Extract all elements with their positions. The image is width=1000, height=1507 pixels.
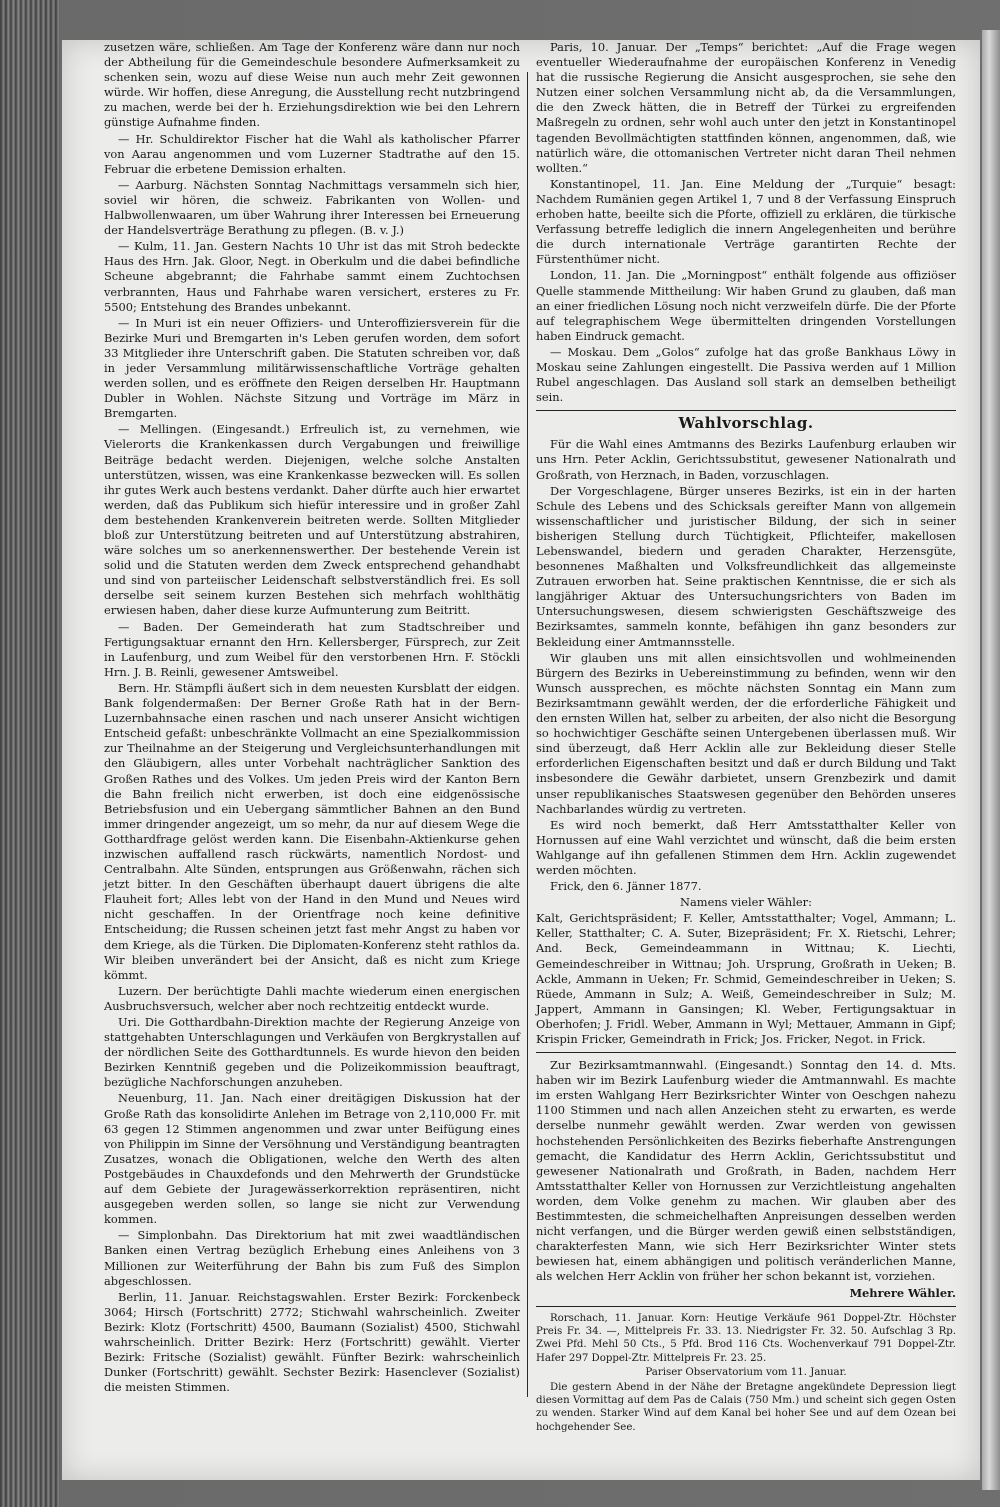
article-luzern: Luzern. Der berüchtigte Dahli machte wiederum einen energischen Ausbruchsversuch, welcher aber noch rechtzeitig entdeckt wurde. [104, 983, 520, 1013]
names-heading: Namens vieler Wähler: [680, 895, 812, 910]
book-binding [0, 0, 60, 1507]
right-column [536, 40, 956, 1435]
wahl-paragraph: Für die Wahl eines Amtmanns des Bezirks Laufenburg erlauben wir uns Hrn. Peter Acklin, Gerichtssubstitut, gewesener Nationalrath und Großrath, von Herznach, in Baden, vorzuschlagen. [536, 437, 956, 482]
article-mellingen: — Mellingen. (Eingesandt.) Erfreulich ist, zu vernehmen, wie Vielerorts die Krankenkassen durch Vergabungen und freiwillige Beiträge bedacht werden. Diejenigen, welche solche Anstalten unterstützen, wissen, was eine Krankenkasse bezwecken will. Es sollen ihr gutes Werk auch bestens verdankt. Daher dürfte auch hier erwartet werden, daß das Publikum sich hiefür interessire und in großer Zahl dem bestehenden Krankenverein beitreten werde. Sollten Mitglieder bloß zur Unterstützung beitreten und auf Unterstützung abstrahiren, wäre solches um so anerkennenswerther. Der bestehende Verein ist solid und die Statuten werden dem Zweck entsprechend gehandhabt und sind von parteiischer Leidenschaft selbstverständlich frei. Es soll derselbe seit seinem kurzen Bestehen sich mehrfach wohlthätig erwiesen haben, daher diese kurze Aufmunterung zum Beitritt. [104, 422, 520, 618]
article-fischer: — Hr. Schuldirektor Fischer hat die Wahl als katholischer Pfarrer von Aarau angenommen und vom Luzerner Stadtrathe auf den 15. Februar die erbetene Demission erhalten. [104, 131, 520, 176]
signatories-list: Kalt, Gerichtspräsident; F. Keller, Amtsstatthalter; Vogel, Ammann; L. Keller, Statthalter; C. A. Suter, Bizepräsident; Fr. X. Rietschi, Lehrer; And. Beck, Gemeindeammann in Wittnau; K. Liechti, Gemeindeschreiber in Wittnau; Joh. Ursprung, Großrath in Ueken; B. Ackle, Ammann in Ueken; Fr. Schmid, Gemeindeschreiber in Ueken; S. Rüede, Ammann in Sulz; A. Weiß, Gemeindeschreiber in Sulz; M. Jappert, Ammann in Gansingen; Kl. Weber, Fertigungsaktuar in Oberhofen; J. Fridl. Weber, Ammann in Wyl; Mettauer, Ammann in Gipf; Krispin Fricker, Gemeindrath in Frick; Jos. Fricker, Negot. in Frick. [536, 911, 956, 1046]
left-column [104, 40, 520, 1396]
wahl-paragraph: Es wird noch bemerkt, daß Herr Amtsstatthalter Keller von Hornussen auf eine Wahl verzichtet und wünscht, daß die beim ersten Wahlgange auf ihn gefallenen Stimmen dem Hrn. Acklin zugewendet werden möchten. [536, 817, 956, 877]
article-bern: Bern. Hr. Stämpfli äußert sich in dem neuesten Kursblatt der eidgen. Bank folgendermaßen: Der Berner Große Rath hat in der Bern-Luzernbahnsache einen raschen und nach unserer Ansicht wichtigen Entscheid gefaßt: unbeschränkte Vollmacht an eine Spezialkommission zur Theilnahme an der Steigerung und Vergleichsunterhandlungen mit den Gläubigern, alles unter Vorbehalt nachträglicher Sanktion des Großen Rathes und des Volkes. Um jeden Preis wird der Kanton Bern die Bahn freilich nicht erwerben, ist doch eine eidgenössische Betriebsfusion und ein Uebergang sämmtlicher Bahnen an den Bund immer dringender angezeigt, um so mehr, da nur auf diesem Wege die Gotthardfrage gelöst werden kann. Die Eisenbahn-Aktienkurse gehen inzwischen auffallend rasch rückwärts, namentlich Nordost- und Centralbahn. Alte Sünden, entsprungen aus Größenwahn, rächen sich jetzt bitter. In den Geschäften überhaupt dauert übrigens die alte Flauheit fort; Alles lebt von der Hand in den Mund und Neues wird nicht geschaffen. In der Orientfrage noch keine definitive Entscheidung; die Russen scheinen jetzt fast mehr Angst zu haben vor dem Kriege, als die Türken. Die Diplomaten-Konferenz steht rathlos da. Wir bleiben unverändert bei der Ansicht, daß es nicht zum Kriege kömmt. [104, 680, 520, 982]
article-berlin: Berlin, 11. Januar. Reichstagswahlen. Erster Bezirk: Forckenbeck 3064; Hirsch (Fortschritt) 2772; Stichwahl wahrscheinlich. Zweiter Bezirk: Klotz (Fortschritt) 4500, Baumann (Sozialist) 4500, Stichwahl wahrscheinlich. Dritter Bezirk: Herz (Fortschritt) gewählt. Vierter Bezirk: Fritsche (Sozialist) gewählt. Fünfter Bezirk: wahrscheinlich Dunker (Fortschritt) gewählt. Sechster Bezirk: Hasenclever (Sozialist) die meisten Stimmen. [104, 1289, 520, 1395]
news-paris: Paris, 10. Januar. Der „Temps“ berichtet: „Auf die Frage wegen eventueller Wiederaufnahme der europäischen Konferenz in Venedig hat die russische Regierung die Ansicht ausgesprochen, sie sehe den Nutzen einer solchen Versammlung nicht ab, da die Versammlungen, die den Zweck hätten, die in Betreff der Türkei zu ergreifenden Maßregeln zu ordnen, sehr wohl auch unter den jetzt in Konstantinopel tagenden Bevollmächtigten stattfinden können, angenommen, daß, wie natürlich wäre, die ottomanischen Vertreter nicht daran Theil nehmen wollten.“ [536, 40, 956, 175]
news-london: London, 11. Jan. Die „Morningpost“ enthält folgende aus offiziöser Quelle stammende Mittheilung: Wir haben Grund zu glauben, daß man an einer friedlichen Lösung noch nicht verzweifeln dürfe. Die der Pforte auf telegraphischem Wege übermittelten dringenden Vorstellungen haben Eindruck gemacht. [536, 268, 956, 343]
divider [536, 410, 956, 411]
date-line: Frick, den 6. Jänner 1877. [550, 879, 702, 894]
divider [536, 1306, 956, 1307]
divider [536, 1052, 956, 1053]
news-moskau: — Moskau. Dem „Golos“ zufolge hat das große Bankhaus Löwy in Moskau seine Zahlungen eingestellt. Die Passiva werden auf 1 Million Rubel angeschlagen. Das Ausland soll stark an demselben betheiligt sein. [536, 344, 956, 405]
article-muri: — In Muri ist ein neuer Offiziers- und Unteroffiziersverein für die Bezirke Muri und Bremgarten in's Leben gerufen worden, dem sofort 33 Mitglieder ihre Unterschrift gaben. Die Statuten schreiben vor, daß in jeder Versammlung militärwissenschaftliche Vorträge gehalten werden sollen, und es eröffnete den Reigen derselben Hr. Hauptmann Dubler in Wohlen. Nächste Sitzung und Vorträge im März in Bremgarten. [104, 315, 520, 421]
page-edge [982, 30, 1000, 1490]
observatory-report: Die gestern Abend in der Nähe der Bretagne angekündete Depression liegt diesen Vormittag auf dem Pas de Calais (750 Mm.) und scheint sich gegen Osten zu wenden. Starker Wind auf dem Kanal bei hoher See und auf dem Ozean bei hochgehender See. [536, 1381, 956, 1433]
article-kulm: — Kulm, 11. Jan. Gestern Nachts 10 Uhr ist das mit Stroh bedeckte Haus des Hrn. Jak. Gloor, Negt. in Oberkulm und die dabei befindliche Scheune abgebrannt; die Fahrhabe sammt einem Zuchtochsen verbrannten, Haus und Fahrhabe waren versichert, ersteres zu Fr. 5500; Entstehung des Brandes unbekannt. [104, 239, 520, 314]
signature: Mehrere Wähler. [849, 1285, 956, 1300]
article-aarburg: — Aarburg. Nächsten Sonntag Nachmittags versammeln sich hier, soviel wir hören, die schweiz. Fabrikanten von Wollen- und Halbwollenwaaren, um über Wahrung ihrer Interessen bei Erneuerung der Handelsverträge Berathung zu pflegen. (B. v. J.) [104, 177, 520, 238]
article-exhibition: zusetzen wäre, schließen. Am Tage der Konferenz wäre dann nur noch der Abtheilung für die Gemeindeschule besondere Aufmerksamkeit zu schenken sein, wozu auf diese Weise nun auch mehr Zeit gewonnen würde. Wir hoffen, diese Anregung, die Ausstellung recht nutzbringend zu machen, werde bei der h. Erziehungsdirektion wie bei den Lehrern günstige Aufnahme finden. [104, 40, 520, 130]
column-rule [527, 72, 528, 1397]
news-konstantinopel: Konstantinopel, 11. Jan. Eine Meldung der „Turquie“ besagt: Nachdem Rumänien gegen Artikel 1, 7 und 8 der Verfassung Einspruch erhoben hatte, beeilte sich die Pforte, offiziell zu erklären, die türkische Verfassung betreffe lediglich die innern Angelegenheiten und berühre die durch internationale Verträge garantirten Rechte der Fürstenthümer nicht. [536, 176, 956, 267]
article-neuenburg: Neuenburg, 11. Jan. Nach einer dreitägigen Diskussion hat der Große Rath das konsolidirte Anlehen im Betrage von 2,110,000 Fr. mit 63 gegen 12 Stimmen angenommen und zwar unter Beifügung eines von Philippin im Sinne der Versöhnung und Verständigung beantragten Zusatzes, wonach die Obligationen, welche den Werth des alten Postgebäudes in Chauxdefonds und den Mehrwerth der Grundstücke auf dem Gebiete der Juragewässerkorrektion repräsentiren, nicht ausgegeben werden sollen, so lange sie nicht zur Verwendung kommen. [104, 1091, 520, 1227]
article-baden: — Baden. Der Gemeinderath hat zum Stadtschreiber und Fertigungsaktuar ernannt den Hrn. Kellersberger, Fürsprech, zur Zeit in Laufenburg, und zum Weibel für den verstorbenen Hrn. F. Stöckli Hrn. J. B. Reinli, gewesener Amtsweibel. [104, 619, 520, 679]
wahlvorschlag-heading: Wahlvorschlag. [678, 414, 814, 433]
article-simplonbahn: — Simplonbahn. Das Direktorium hat mit zwei waadtländischen Banken einen Vertrag bezüglich Erhebung eines Anleihens von 3 Millionen zur Weiterführung der Bahn bis zum Fuß des Simplon abgeschlossen. [104, 1228, 520, 1288]
wahl-paragraph: Der Vorgeschlagene, Bürger unseres Bezirks, ist ein in der harten Schule des Lebens und des Schicksals gereifter Mann von allgemein wissenschaftlicher und juristischer Bildung, der sich in seiner bisherigen Stellung durch Tüchtigkeit, Pflichteifer, makellosen Lebenswandel, biedern und geraden Charakter, Herzensgüte, besonnenes Maßhalten und Volksfreundlichkeit das allgemeinste Zutrauen erworben hat. Seine praktischen Kenntnisse, die er sich als langjähriger Aktuar des Untersuchungsrichters von Baden im Untersuchungswesen, diesem schwierigsten Geschäftszweige des Bezirksamtes, sammeln konnte, befähigen ihn ganz besonders zur Bekleidung einer Amtmannsstelle. [536, 483, 956, 649]
article-uri: Uri. Die Gotthardbahn-Direktion machte der Regierung Anzeige von stattgehabten Unterschlagungen und Verkäufen von Bergkrystallen auf der nördlichen Seite des Gotthardtunnels. Es wurde hievon den beiden Bezirken Kenntniß gegeben und die Polizeikommission beauftragt, bezügliche Nachforschungen anzuheben. [104, 1015, 520, 1090]
article-bezirksamtmannwahl: Zur Bezirksamtmannwahl. (Eingesandt.) Sonntag den 14. d. Mts. haben wir im Bezirk Laufenburg wieder die Amtmannwahl. Es machte im ersten Wahlgang Herr Bezirksrichter Winter von Oeschgen nahezu 1100 Stimmen und nach allen Anzeichen steht zu erwarten, es werde derselbe nunmehr gewählt werden. Zwar werden von gewissen hochstehenden Persönlichkeiten des Bezirks fieberhafte Anstrengungen gemacht, die Kandidatur des Herrn Acklin, Gerichtssubstitut und gewesener Nationalrath und Großrath, in Baden, nachdem Herr Amtsstatthalter Keller von Hornussen zur Verzichtleistung angehalten worden, dem Volke genehm zu machen. Wir glauben aber des Bestimmtesten, die schmeichelhaften Anpreisungen desselben werden nicht verfangen, und die Bürger werden gewiß einen selbstständigen, charakterfesten Mann, wie sich Herr Bezirksrichter Winter stets bewiesen hat, einem abhängigen und politisch veränderlichen Manne, als welchen Herr Acklin von früher her schon bekannt ist, vorziehen. [536, 1058, 956, 1284]
observatory-title: Pariser Observatorium vom 11. Januar. [645, 1367, 847, 1379]
wahl-paragraph: Wir glauben uns mit allen einsichtsvollen und wohlmeinenden Bürgern des Bezirks in Uebereinstimmung zu befinden, wenn wir den Wunsch aussprechen, es möchte nächsten Sonntag ein Mann zum Bezirksamtmann gewählt werden, der die erforderliche Fähigkeit und den ernsten Willen hat, selber zu arbeiten, der also nicht die Besorgung so hochwichtiger Geschäfte seinen Untergebenen überlassen muß. Wir sind überzeugt, daß Herr Acklin alle zur Bekleidung dieser Stelle erforderlichen Eigenschaften besitzt und daß er durch Bildung und Takt insbesondere die Gewähr darbietet, unsern Grenzbezirk und damit unser republikanisches Staatswesen gegenüber den Behörden unseres Nachbarlandes würdig zu vertreten. [536, 650, 956, 816]
market-report: Rorschach, 11. Januar. Korn: Heutige Verkäufe 961 Doppel-Ztr. Höchster Preis Fr. 34. —, Mittelpreis Fr. 33. 13. Niedrigster Fr. 32. 50. Aufschlag 3 Rp. Zwei Pfd. Mehl 50 Cts., 5 Pfd. Brod 116 Cts. Wochenverkauf 791 Doppel-Ztr. Hafer 297 Doppel-Ztr. Mittelpreis Fr. 23. 25. [536, 1312, 956, 1364]
